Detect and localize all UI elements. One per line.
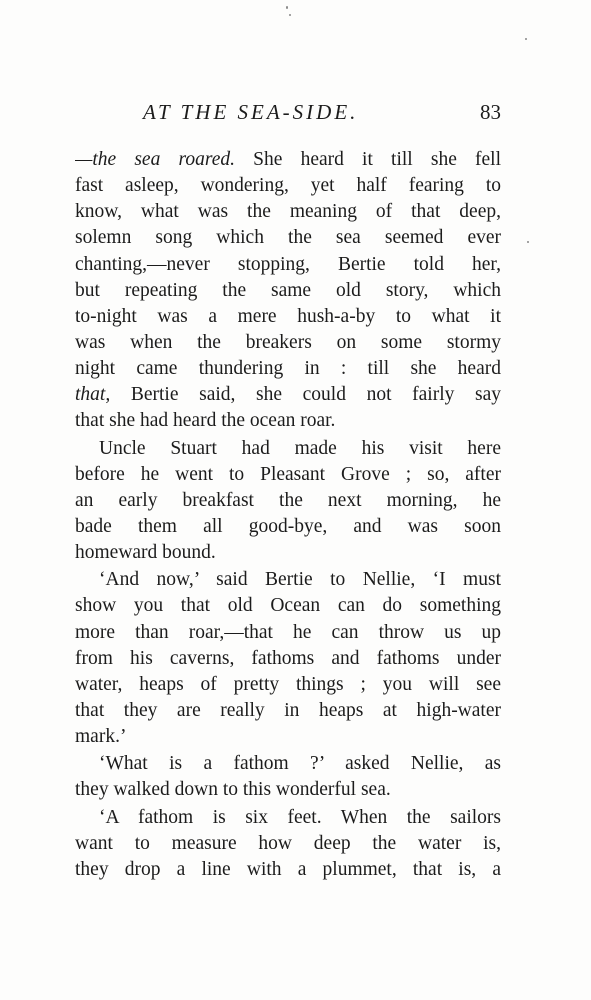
page-header xyxy=(75,100,503,130)
text-line: bade them all good-bye, and was soon xyxy=(75,515,501,537)
page-number: 83 xyxy=(480,100,501,124)
text-line: mark.’ xyxy=(75,726,127,748)
text-line: show you that old Ocean can do something xyxy=(75,595,501,617)
text-line: before he went to Pleasant Grove ; so, after xyxy=(75,463,501,485)
text-line: —the sea roared. She heard it till she fell xyxy=(75,149,501,170)
ink-speck xyxy=(527,241,529,243)
text-line: that they are really in heaps at high-water xyxy=(75,699,501,721)
text-line: ‘And now,’ said Bertie to Nellie, ‘I must xyxy=(99,569,501,591)
body-text xyxy=(75,147,501,883)
text-line: fast asleep, wondering, yet half fearing to xyxy=(75,175,501,197)
text-line: to-night was a mere hush-a-by to what it xyxy=(75,305,501,327)
text-line: they drop a line with a plummet, that is, a xyxy=(75,858,501,880)
text-line: more than roar,—that he can throw us up xyxy=(75,621,501,643)
text-line: but repeating the same old story, which xyxy=(75,279,501,301)
text-line: know, what was the meaning of that deep, xyxy=(75,201,501,223)
text-line: that she had heard the ocean roar. xyxy=(75,410,336,432)
text-line: want to measure how deep the water is, xyxy=(75,832,501,854)
text-line: homeward bound. xyxy=(75,542,216,564)
italic-phrase: that, xyxy=(75,384,111,406)
text-line: Uncle Stuart had made his visit here xyxy=(99,437,501,459)
italic-phrase: —the sea roared. xyxy=(75,149,235,170)
text-line: ‘A fathom is six feet. When the sailors xyxy=(99,806,501,828)
text-line: chanting,—never stopping, Bertie told her, xyxy=(75,253,501,275)
ink-speck xyxy=(286,6,288,9)
text-line: was when the breakers on some stormy xyxy=(75,331,501,353)
text-line: solemn song which the sea seemed ever xyxy=(75,227,501,249)
text-line: night came thundering in : till she heard xyxy=(75,358,501,380)
text-line: they walked down to this wonderful sea. xyxy=(75,779,391,801)
ink-speck xyxy=(289,14,291,16)
text-line: ‘What is a fathom ?’ asked Nellie, as xyxy=(99,753,501,775)
text-line: water, heaps of pretty things ; you will see xyxy=(75,673,501,695)
ink-speck xyxy=(525,38,527,40)
text-line: an early breakfast the next morning, he xyxy=(75,489,501,511)
running-title: AT THE SEA-SIDE. xyxy=(143,100,359,124)
text-line: that, Bertie said, she could not fairly say xyxy=(75,384,501,406)
text-line: from his caverns, fathoms and fathoms under xyxy=(75,647,501,669)
